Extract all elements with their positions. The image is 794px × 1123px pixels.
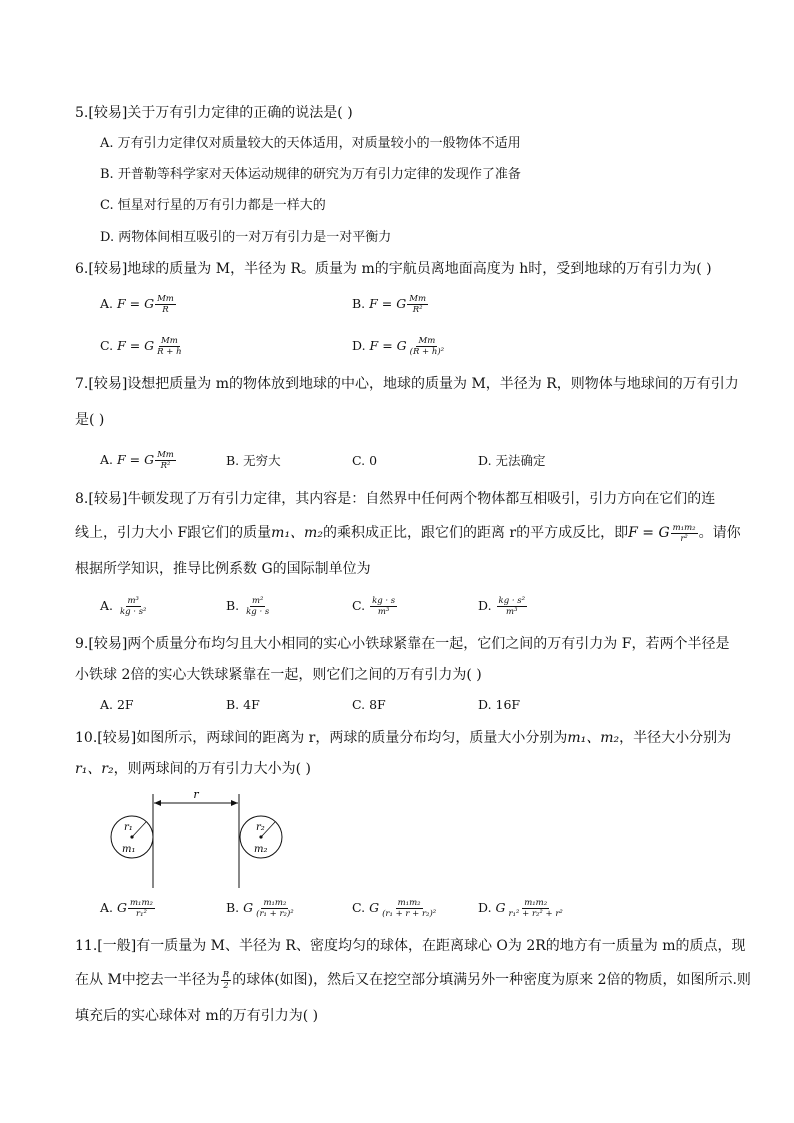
text-fragment: 在从 M中挖去一半径为 (75, 972, 220, 988)
q8-option-a (100, 596, 149, 617)
numerator: m₁m₂ (263, 898, 287, 908)
numerator: R (222, 969, 230, 980)
option-label: D. (478, 598, 492, 613)
q6-option-d (352, 336, 447, 357)
right-radius-label: r₂ (256, 822, 265, 833)
fraction (118, 596, 148, 617)
option-label: B. (352, 296, 366, 311)
q10-stem-line1 (75, 727, 731, 749)
denominator: kg · s² (120, 607, 147, 617)
denominator: (R + h)² (409, 347, 445, 357)
numerator: Mm (418, 336, 436, 346)
arrow-head-right (231, 800, 238, 806)
numerator: Mm (157, 450, 174, 460)
q8-stem-line1: 8.[较易]牛顿发现了万有引力定律，其内容是：自然界中任何两个物体都互相吸引，引力方向在它们的连 (75, 491, 716, 507)
option-label: D. (478, 900, 492, 915)
fraction (507, 898, 565, 919)
q9-option-a: A. 2F (100, 697, 134, 712)
q10-option-c (352, 898, 439, 919)
numerator: kg · s (372, 596, 396, 606)
q5-option-d: D. 两物体间相互吸引的一对万有引力是一对平衡力 (100, 230, 392, 245)
option-label: C. (100, 338, 114, 353)
q7-stem-line2: 是( ) (75, 412, 105, 428)
mass-symbols: m₁、m₂ (271, 525, 323, 541)
denominator: r₁² (136, 909, 147, 919)
q7-stem-line1: 7.[较易]设想把质量为 m的物体放到地球的中心，地球的质量为 M，半径为 R，则物体与地球间的万有引力 (75, 376, 739, 392)
q5-stem: 5.[较易]关于万有引力定律的正确的说法是( ) (75, 105, 353, 121)
option-label: B. (226, 900, 240, 915)
numerator: m₁m₂ (397, 898, 421, 908)
numerator: m³ (127, 596, 139, 606)
q11-stem-line3: 填充后的实心球体对 m的万有引力为( ) (75, 1008, 319, 1024)
fraction (408, 336, 446, 357)
q10-option-b (226, 898, 297, 919)
denominator: r₁² + r₂² + r² (508, 909, 563, 919)
q9-option-c: C. 8F (352, 697, 386, 712)
left-mass-label: m₁ (122, 844, 136, 855)
mass-symbols: m₁、m₂ (567, 730, 620, 746)
numerator: m₁m₂ (524, 898, 548, 908)
q11-stem-line2 (75, 969, 751, 991)
fraction (155, 336, 183, 357)
q6-option-c (100, 336, 185, 357)
gravitational-constant: G (243, 900, 254, 915)
right-mass-label: m₂ (254, 844, 268, 855)
q9-stem-line2: 小铁球 2倍的实心大铁球紧靠在一起，则它们之间的万有引力为( ) (75, 667, 482, 683)
left-center-dot (130, 835, 133, 838)
denominator: m³ (377, 607, 390, 617)
left-radius-line (132, 822, 146, 837)
denominator: r² (680, 533, 688, 544)
text-fragment: 。请你 (698, 525, 741, 541)
q9-stem-line1: 9.[较易]两个质量分布均匀且大小相同的实心小铁球紧靠在一起，它们之间的万有引力为 F，若两个半径是 (75, 636, 730, 652)
gravitational-constant: G (369, 900, 380, 915)
q5-option-c: C. 恒星对行星的万有引力都是一样大的 (100, 198, 326, 213)
left-radius-label: r₁ (124, 822, 133, 833)
text-fragment: 的球体(如图)，然后又在挖空部分填满另外一种密度为原来 2倍的物质，如图所示.则 (232, 972, 751, 988)
q7-option-c: C. 0 (352, 453, 378, 468)
right-center-dot (259, 835, 262, 838)
two-spheres-figure (100, 786, 300, 890)
q8-option-b (226, 596, 272, 617)
gravitational-constant: G (117, 900, 127, 915)
option-label: C. (352, 598, 366, 613)
numerator: m₁m₂ (672, 522, 696, 533)
q6-stem: 6.[较易]地球的质量为 M，半径为 R。质量为 m的宇航员离地面高度为 h时，受到地球的万有引力为( ) (75, 261, 712, 277)
q10-option-d (478, 898, 566, 919)
numerator: m² (251, 596, 264, 606)
option-label: A. (100, 296, 114, 311)
q8-stem-line2 (75, 522, 741, 544)
text-fragment: ，半径大小分别为 (619, 730, 732, 746)
numerator: Mm (157, 294, 174, 304)
q5-option-a: A. 万有引力定律仅对质量较大的天体适用，对质量较小的一般物体不适用 (100, 136, 521, 151)
denominator: R² (160, 461, 171, 471)
numerator: m₁m₂ (130, 898, 153, 908)
text-fragment: 10.[较易]如图所示，两球间的距离为 r，两球的质量分布均匀，质量大小分别为 (75, 730, 568, 746)
distance-label: r (193, 788, 199, 801)
numerator: kg · s² (498, 596, 526, 606)
formula-lhs: F = G (117, 296, 155, 311)
fraction (244, 596, 271, 617)
formula-lhs: F = G (369, 338, 407, 353)
fraction (155, 294, 176, 315)
denominator: R² (412, 305, 423, 315)
denominator: 2 (223, 980, 229, 991)
q9-option-d: D. 16F (478, 697, 521, 712)
text-fragment: 的乘积成正比，跟它们的距离 r的平方成反比，即 (322, 525, 629, 541)
text-fragment: ，则两球间的万有引力大小为( ) (113, 761, 311, 777)
gravitational-constant: G (495, 900, 506, 915)
q8-option-d (478, 596, 528, 617)
formula-lhs: F = G (117, 452, 155, 467)
option-label: A. (100, 900, 114, 915)
q8-stem-line3: 根据所学知识，推导比例系数 G的国际制单位为 (75, 561, 371, 577)
q7-option-b: B. 无穷大 (226, 453, 281, 468)
denominator: (r₁ + r + r₂)² (382, 909, 437, 919)
text-fragment: 线上，引力大小 F跟它们的质量 (75, 525, 272, 541)
arrow-head-left (154, 800, 161, 806)
fraction (370, 596, 397, 617)
q9-option-b: B. 4F (226, 697, 260, 712)
option-label: D. (352, 338, 366, 353)
option-label: A. (100, 598, 114, 613)
fraction (671, 523, 698, 544)
denominator: m³ (506, 607, 518, 617)
option-label: A. (100, 452, 114, 467)
option-label: C. (352, 900, 366, 915)
q7-option-d: D. 无法确定 (478, 453, 546, 468)
q10-option-a (100, 898, 156, 919)
q6-option-a (100, 294, 177, 315)
formula-lhs: F = G (369, 296, 407, 311)
q8-option-c (352, 596, 398, 617)
denominator: R (162, 305, 169, 315)
denominator: (r₁ + r₂)² (256, 909, 294, 919)
formula-lhs: F = G (628, 525, 670, 541)
q5-option-b: B. 开普勒等科学家对天体运动规律的研究为万有引力定律的发现作了准备 (100, 167, 521, 182)
denominator: kg · s (246, 607, 270, 617)
fraction (497, 596, 527, 617)
formula-lhs: F = G (117, 338, 155, 353)
radius-symbols: r₁、r₂ (75, 761, 114, 777)
denominator: R + h (157, 347, 182, 357)
fraction (380, 898, 438, 919)
q7-option-a (100, 450, 177, 471)
q10-stem-line2 (75, 758, 311, 780)
fraction (254, 898, 296, 919)
option-label: B. (226, 598, 240, 613)
q6-option-b (352, 294, 429, 315)
fraction (128, 898, 155, 919)
q11-stem-line1: 11.[一般]有一质量为 M、半径为 R、密度均匀的球体，在距离球心 O为 2R的地方有一质量为 m的质点，现 (75, 938, 746, 954)
numerator: Mm (160, 336, 178, 346)
fraction (155, 450, 176, 471)
numerator: Mm (409, 294, 427, 304)
fraction (407, 294, 428, 315)
fraction (221, 970, 231, 991)
